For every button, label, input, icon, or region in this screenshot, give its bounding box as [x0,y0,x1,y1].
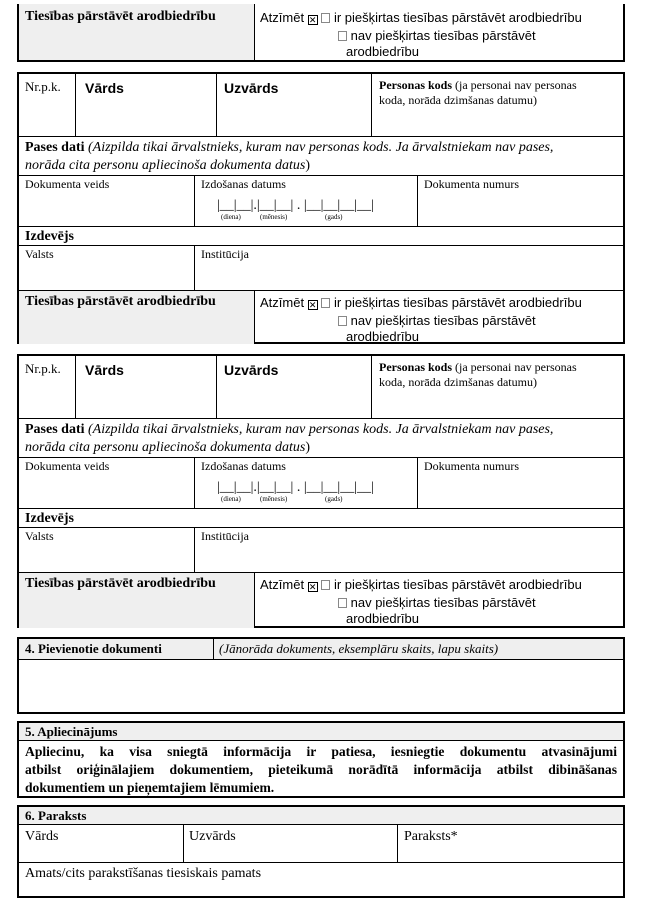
personal-code-label: Personas kods [379,78,453,92]
rights-label: Tiesības pārstāvēt arodbiedrību [25,294,216,309]
day-caption: (diena) [221,213,241,221]
no-option-label-2: arodbiedrību [346,329,419,344]
institution-label: Institūcija [201,247,249,261]
signature-label: Paraksts* [404,829,458,844]
section4-title: 4. Pievienotie dokumenti [25,641,162,656]
issue-date-label: Izdošanas datums [201,459,286,473]
section-certification [17,721,625,798]
rights-label: Tiesības pārstāvēt arodbiedrību [25,9,216,24]
issue-date-cells[interactable]: |__|__|.|__|__| . |__|__|__|__| [217,480,374,495]
certification-line-2: atbilst oriģinālajiem dokumentiem, pieteikumā norādītā informācija atbilst dibināšanas [25,762,617,777]
yes-option-label: ir piešķirtas tiesības pārstāvēt arodbiedrību [333,10,582,25]
certification-line-1: Apliecinu, ka visa sniegtā informācija ir patiesa, iesniegtie dokumentu atvasinājumi [25,744,617,759]
no-checkbox[interactable] [338,316,347,326]
year-caption: (gads) [325,495,343,503]
doc-type-label: Dokumenta veids [25,459,110,473]
signer-surname-label: Uzvārds [189,829,236,844]
year-caption: (gads) [325,213,343,221]
personal-code-label: Personas kods [379,360,453,374]
personal-code-note-1: (ja personai nav personas [452,360,577,374]
section6-title: 6. Paraksts [25,808,87,823]
passport-note-2: norāda cita personu apliecinoša dokumenta datus [25,440,306,455]
no-option-label-1: nav piešķirtas tiesības pārstāvēt [350,28,536,43]
certification-line-3: dokumentiem un pieņemtajiem lēmumiem. [25,780,275,795]
issue-date-label: Izdošanas datums [201,177,286,191]
mark-label: Atzīmēt [260,295,305,310]
no-option-label-1: nav piešķirtas tiesības pārstāvēt [350,313,536,328]
personal-code-note-2: koda, norāda dzimšanas datumu) [379,93,537,107]
yes-option-label: ir piešķirtas tiesības pārstāvēt arodbiedrību [333,295,582,310]
nr-label: Nr.p.k. [25,361,61,376]
section-signature [17,805,625,898]
person-block-2: Nr.p.k. Vārds Uzvārds Personas kods (ja personai nav personas koda, norāda dzimšanas datumu) Pases dati (Aizpilda tikai ārvalstnieks, kuram nav personas kods. Ja ārvalstniekam nav pases, norāda cita personu apliecinoša dokumenta datus) Dokumenta veids Izdošanas datums Dokumenta numurs |__|__|.|__|__| . |__|__|__|__| (diena) (mēnesis) (gads) Izdevējs Valsts Institūcija Tiesības pārstāvēt arodbiedrību Atzīmēt ✕ ir piešķirtas tiesības pārstāvēt arodbiedrību nav piešķirtas tiesības pārstāvēt arodbiedrību [17,354,625,628]
passport-note-2: norāda cita personu apliecinoša dokumenta datus [25,158,306,173]
month-caption: (mēnesis) [260,213,288,221]
mark-checkbox[interactable]: ✕ [308,15,317,25]
month-caption: (mēnesis) [260,495,288,503]
doc-number-label: Dokumenta numurs [424,177,519,191]
personal-code-note-1: (ja personai nav personas [452,78,577,92]
mark-label: Atzīmēt [260,577,305,592]
rights-label: Tiesības pārstāvēt arodbiedrību [25,576,216,591]
doc-number-label: Dokumenta numurs [424,459,519,473]
no-checkbox[interactable] [338,31,347,41]
no-option-label-1: nav piešķirtas tiesības pārstāvēt [350,595,536,610]
rights-box-top [17,4,625,62]
section4-note: (Jānorāda dokuments, eksemplāru skaits, lapu skaits) [219,641,499,656]
doc-type-label: Dokumenta veids [25,177,110,191]
issue-date-cells[interactable]: |__|__|.|__|__| . |__|__|__|__| [217,198,374,213]
passport-note-1: (Aizpilda tikai ārvalstnieks, kuram nav personas kods. Ja ārvalstniekam nav pases, [84,422,554,437]
issuer-title: Izdevējs [25,511,74,526]
no-option-label-2: arodbiedrību [346,44,419,59]
institution-label: Institūcija [201,529,249,543]
mark-label: Atzīmēt [260,10,305,25]
country-label: Valsts [25,247,54,261]
country-label: Valsts [25,529,54,543]
attached-documents-field[interactable] [19,660,623,712]
name-label: Vārds [85,80,124,96]
mark-checkbox[interactable]: ✕ [308,300,317,310]
signer-name-label: Vārds [25,829,59,844]
surname-label: Uzvārds [224,362,279,378]
passport-note-1: (Aizpilda tikai ārvalstnieks, kuram nav personas kods. Ja ārvalstniekam nav pases, [84,140,554,155]
passport-title: Pases dati [25,140,85,155]
no-checkbox[interactable] [338,598,347,608]
no-option-label-2: arodbiedrību [346,611,419,626]
yes-checkbox[interactable] [321,298,330,308]
yes-option-label: ir piešķirtas tiesības pārstāvēt arodbiedrību [333,577,582,592]
yes-checkbox[interactable] [321,13,330,23]
section-attached-documents [17,637,625,714]
nr-label: Nr.p.k. [25,79,61,94]
passport-title: Pases dati [25,422,85,437]
day-caption: (diena) [221,495,241,503]
issuer-title: Izdevējs [25,229,74,244]
position-label: Amats/cits parakstīšanas tiesiskais pamats [25,866,262,881]
section5-title: 5. Apliecinājums [25,724,118,739]
personal-code-note-2: koda, norāda dzimšanas datumu) [379,375,537,389]
surname-label: Uzvārds [224,80,279,96]
person-block-1: Nr.p.k. Vārds Uzvārds Personas kods (ja personai nav personas koda, norāda dzimšanas datumu) Pases dati (Aizpilda tikai ārvalstnieks, kuram nav personas kods. Ja ārvalstniekam nav pases, norāda cita personu apliecinoša dokumenta datus) Dokumenta veids Izdošanas datums Dokumenta numurs |__|__|.|__|__| . |__|__|__|__| (diena) (mēnesis) (gads) Izdevējs Valsts Institūcija Tiesības pārstāvēt arodbiedrību Atzīmēt ✕ ir piešķirtas tiesības pārstāvēt arodbiedrību nav piešķirtas tiesības pārstāvēt arodbiedrību [17,72,625,344]
name-label: Vārds [85,362,124,378]
mark-checkbox[interactable]: ✕ [308,582,317,592]
yes-checkbox[interactable] [321,580,330,590]
